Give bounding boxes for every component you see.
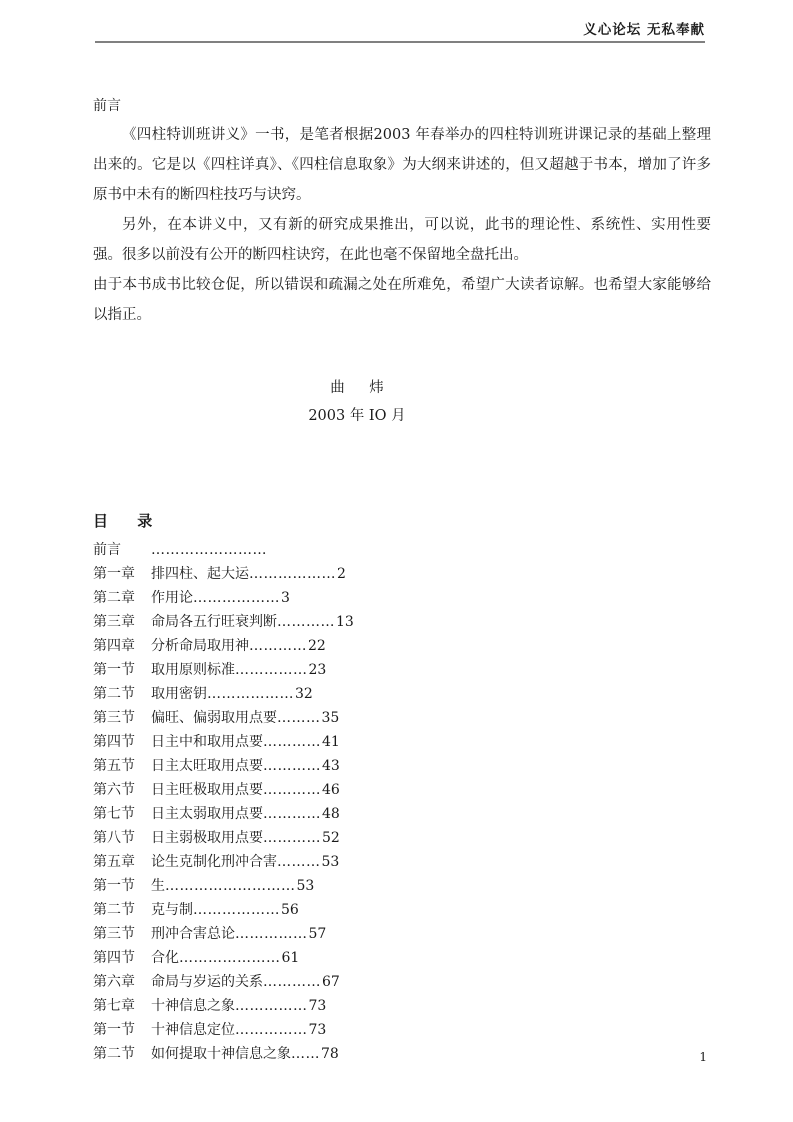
toc-entry-title: 取用密钥 — [151, 686, 207, 702]
toc-entry[interactable] — [93, 538, 711, 562]
preface-paragraph: 另外，在本讲义中，又有新的研究成果推出，可以说，此书的理论性、系统性、实用性要强。很多以前没有公开的断四柱诀窍，在此也毫不保留地全盘托出。 — [93, 217, 711, 263]
page-number: 1 — [699, 1050, 707, 1064]
toc-entry[interactable] — [93, 658, 711, 682]
toc-entry[interactable] — [93, 706, 711, 730]
toc-entry[interactable] — [93, 586, 711, 610]
toc-entry-title: 刑冲合害总论 — [151, 926, 235, 942]
toc-entry-title: 分析命局取用神 — [151, 638, 249, 654]
toc-entry-page: 32 — [295, 686, 313, 702]
toc-entry[interactable] — [93, 754, 711, 778]
toc-entry-page: 43 — [322, 758, 340, 774]
toc-entry-page: 23 — [308, 662, 327, 678]
toc-entry-label: 第五章 — [93, 854, 135, 870]
toc-entry-title: 取用原则标准 — [151, 662, 235, 678]
toc-entry[interactable] — [93, 874, 711, 898]
toc-entry-title: 如何提取十神信息之象 — [151, 1046, 291, 1062]
toc-entry-title: 排四柱、起大运 — [151, 566, 249, 582]
table-of-contents — [93, 506, 711, 1066]
toc-entry-label: 第六节 — [93, 782, 135, 798]
toc-entry-label: 第六章 — [93, 974, 135, 990]
toc-entry-leader: …………… — [235, 662, 308, 678]
toc-entry[interactable] — [93, 994, 711, 1018]
toc-entry[interactable] — [93, 850, 711, 874]
toc-entry-leader: ……… — [277, 710, 321, 726]
toc-entry-leader: ………… — [249, 638, 307, 654]
toc-entry-leader: ………… — [263, 734, 321, 750]
toc-entry-label: 第八节 — [93, 830, 135, 846]
toc-entry[interactable] — [93, 610, 711, 634]
toc-entry-leader: …………… — [235, 1022, 308, 1038]
toc-entry-title: 命局与岁运的关系 — [151, 974, 263, 990]
toc-entry-leader: …………… — [235, 998, 308, 1014]
toc-entry[interactable] — [93, 634, 711, 658]
toc-entry-title: 日主太弱取用点要 — [151, 806, 263, 822]
toc-entry-page: 52 — [322, 830, 340, 846]
toc-entry-leader: …………………… — [151, 542, 267, 558]
signature-date: 2003 年 IO 月 — [308, 408, 406, 424]
toc-entry-label: 第一章 — [93, 566, 135, 582]
header-rule-divider — [95, 41, 705, 43]
toc-entry-label: 第四节 — [93, 734, 135, 750]
toc-entry-page: 53 — [296, 878, 315, 894]
toc-entry-leader: …… — [291, 1046, 320, 1062]
toc-entry-label: 第三节 — [93, 710, 135, 726]
toc-entry[interactable] — [93, 802, 711, 826]
toc-entry-page: 41 — [322, 734, 340, 750]
toc-entry-leader: ……… — [277, 854, 321, 870]
toc-entry-label: 第二节 — [93, 1046, 135, 1062]
toc-entry-page: 53 — [321, 854, 340, 870]
toc-entry-page: 78 — [321, 1046, 339, 1062]
toc-entry-label: 第一节 — [93, 1022, 135, 1038]
toc-entry-title: 合化 — [151, 950, 179, 966]
toc-entry-leader: ………… — [263, 782, 321, 798]
toc-entry-label: 前言 — [93, 542, 121, 558]
toc-entry-page: 73 — [308, 1022, 327, 1038]
preface-heading: 前言 — [93, 98, 121, 114]
toc-entry-leader: ………… — [263, 974, 321, 990]
toc-entry-title: 十神信息定位 — [151, 1022, 235, 1038]
toc-entry[interactable] — [93, 1042, 711, 1066]
toc-entry-leader: ………… — [263, 830, 321, 846]
header-title: 义心论坛 无私奉献 — [583, 22, 705, 38]
toc-entry-title: 日主旺极取用点要 — [151, 782, 263, 798]
toc-entry-label: 第一节 — [93, 662, 135, 678]
toc-entry-title: 论生克制化刑冲合害 — [151, 854, 277, 870]
toc-entry-leader: ……………… — [193, 902, 280, 918]
preface-paragraph: 《四柱特训班讲义》一书，是笔者根据2003 年春举办的四柱特训班讲课记录的基础上整理出来的。它是以《四柱详真》、《四柱信息取象》为大纲来讲述的，但又超越于书本，增加了许多原书中未有的断四柱技巧与诀窍。 — [93, 127, 711, 203]
toc-entry-title: 日主弱极取用点要 — [151, 830, 263, 846]
toc-entry[interactable] — [93, 778, 711, 802]
toc-entry-leader: ……………… — [249, 566, 336, 582]
toc-entry-page: 61 — [281, 950, 300, 966]
toc-entry-label: 第七节 — [93, 806, 135, 822]
toc-entry-title: 十神信息之象 — [151, 998, 235, 1014]
toc-entry[interactable] — [93, 946, 711, 970]
toc-entry-leader: ……………………… — [165, 878, 296, 894]
toc-entry-page: 2 — [337, 566, 346, 582]
toc-entry-page: 57 — [308, 926, 327, 942]
toc-entry[interactable] — [93, 898, 711, 922]
toc-entry-label: 第二章 — [93, 590, 135, 606]
toc-entry[interactable] — [93, 1018, 711, 1042]
toc-entry-title: 克与制 — [151, 902, 193, 918]
toc-entry-page: 67 — [322, 974, 340, 990]
toc-entry-title: 生 — [151, 878, 165, 894]
toc-entry-leader: ………… — [263, 806, 321, 822]
toc-entry-page: 56 — [281, 902, 299, 918]
toc-entry-leader: ………………… — [179, 950, 281, 966]
toc-entry-label: 第二节 — [93, 686, 135, 702]
toc-entry-leader: ……………… — [193, 590, 280, 606]
toc-entry-title: 偏旺、偏弱取用点要 — [151, 710, 277, 726]
toc-entry-label: 第四章 — [93, 638, 135, 654]
toc-entry-title: 命局各五行旺衰判断 — [151, 614, 277, 630]
toc-entry-label: 第七章 — [93, 998, 135, 1014]
toc-entry-label: 第一节 — [93, 878, 135, 894]
toc-entry-label: 第三章 — [93, 614, 135, 630]
toc-entry[interactable] — [93, 970, 711, 994]
toc-entry-leader: ………… — [263, 758, 321, 774]
toc-entry-label: 第二节 — [93, 902, 135, 918]
page-header — [95, 18, 705, 44]
toc-entry-page: 46 — [322, 782, 340, 798]
toc-entry-leader: ………… — [277, 614, 335, 630]
preface-paragraph: 由于本书成书比较仓促，所以错误和疏漏之处在所难免，希望广大读者谅解。也希望大家能够给以指正。 — [93, 277, 711, 323]
toc-entry[interactable] — [93, 730, 711, 754]
toc-entry-page: 22 — [308, 638, 326, 654]
toc-entry-page: 35 — [321, 710, 340, 726]
toc-entry-label: 第五节 — [93, 758, 135, 774]
toc-entry[interactable] — [93, 826, 711, 850]
toc-entry[interactable] — [93, 562, 711, 586]
toc-list — [93, 538, 711, 1066]
author-name: 曲 炜 — [330, 380, 394, 396]
toc-entry[interactable] — [93, 682, 711, 706]
document-content — [93, 92, 711, 1066]
toc-entry-page: 13 — [336, 614, 354, 630]
toc-entry-label: 第三节 — [93, 926, 135, 942]
signature-block — [93, 374, 711, 430]
toc-entry-page: 3 — [281, 590, 290, 606]
toc-entry-page: 73 — [308, 998, 327, 1014]
toc-entry-leader: …………… — [235, 926, 308, 942]
toc-entry-title: 日主中和取用点要 — [151, 734, 263, 750]
toc-entry-page: 48 — [322, 806, 340, 822]
toc-entry-label: 第四节 — [93, 950, 135, 966]
preface-section — [93, 92, 711, 330]
toc-entry-title: 作用论 — [151, 590, 193, 606]
toc-heading: 目 录 — [93, 512, 165, 530]
toc-entry-leader: ……………… — [207, 686, 294, 702]
toc-entry[interactable] — [93, 922, 711, 946]
toc-entry-title: 日主太旺取用点要 — [151, 758, 263, 774]
